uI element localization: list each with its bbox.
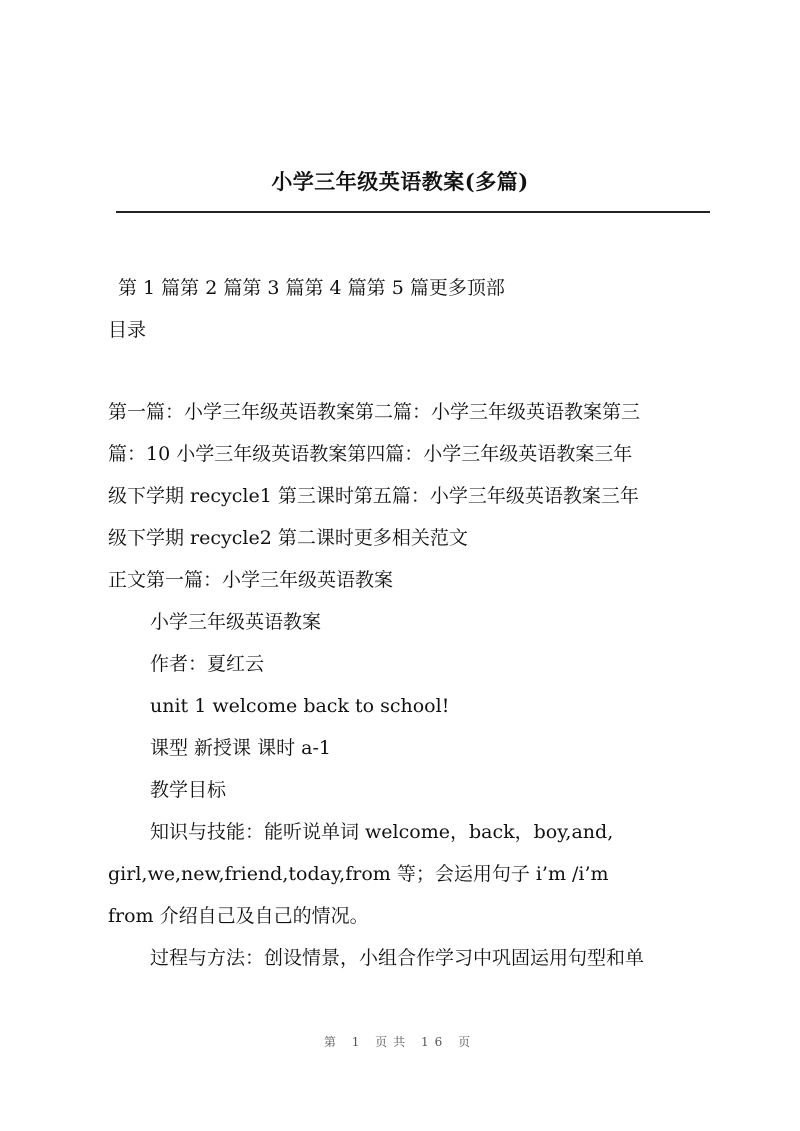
knowledge-line: from 介绍自己及自己的情况。 (108, 905, 369, 927)
title-divider (116, 211, 710, 213)
toc-heading: 目录 (108, 319, 147, 341)
lesson-type-line: 课型 新授课 课时 a-1 (150, 737, 331, 759)
knowledge-line: girl,we,new,friend,today,from 等；会运用句子 i’m /i’m (108, 863, 609, 885)
toc-line: 级下学期 recycle2 第二课时更多相关范文 (108, 527, 468, 549)
toc-line: 篇：10 小学三年级英语教案第四篇：小学三年级英语教案三年 (108, 443, 633, 465)
page-number: 第 1 页共 16 页 (323, 1035, 477, 1049)
author-line: 作者：夏红云 (150, 653, 265, 675)
body-heading: 正文第一篇：小学三年级英语教案 (108, 569, 394, 591)
lesson-subtitle: 小学三年级英语教案 (150, 611, 322, 633)
unit-line: unit 1 welcome back to school! (150, 695, 450, 717)
process-line: 过程与方法：创设情景，小组合作学习中巩固运用句型和单 (150, 947, 645, 969)
objectives-heading: 教学目标 (150, 779, 227, 801)
knowledge-line: 知识与技能：能听说单词 welcome，back，boy,and, (150, 821, 614, 843)
document-title: 小学三年级英语教案(多篇) (271, 169, 529, 194)
toc-line: 级下学期 recycle1 第三课时第五篇：小学三年级英语教案三年 (108, 485, 639, 507)
section-nav-links[interactable]: 第 1 篇第 2 篇第 3 篇第 4 篇第 5 篇更多顶部 (118, 277, 505, 299)
toc-line: 第一篇：小学三年级英语教案第二篇：小学三年级英语教案第三 (108, 401, 641, 423)
